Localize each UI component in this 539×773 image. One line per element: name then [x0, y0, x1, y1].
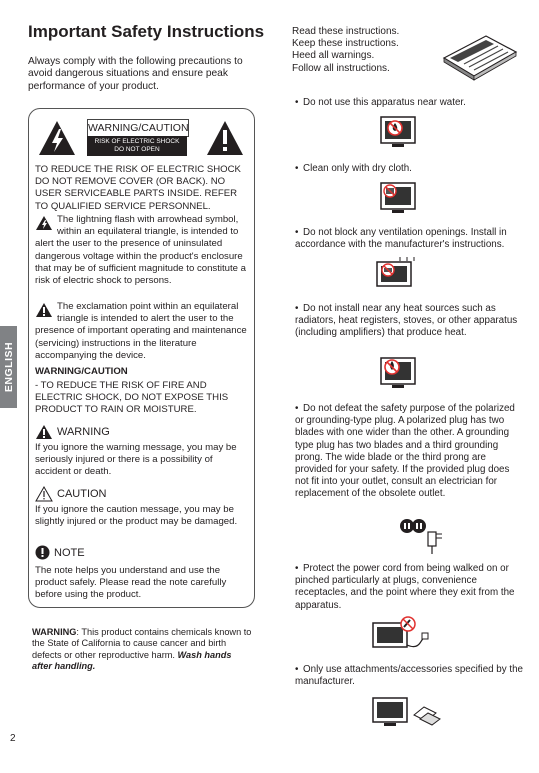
warning-text: If you ignore the warning message, you may be seriously injured or there is a possibility of accident or death.: [35, 442, 237, 478]
california-lead: WARNING: [32, 627, 77, 637]
intro-text: Always comply with the following precautions to avoid dangerous situations and ensure peak performance of your product.: [28, 56, 243, 92]
polarized-plug-icon: [398, 514, 444, 554]
risk-line-2: DO NOT OPEN: [114, 146, 160, 153]
language-tab-label: ENGLISH: [2, 341, 15, 393]
caution-heading-label: CAUTION: [57, 488, 107, 500]
bullet-plug: • Do not defeat the safety purpose of the polarized or grounding-type plug. A polarized plug has two blades with one wider than the other. A grounding type plug has two blades and a third grounding prong. The wide blade or the third prong are provided for your safety. If the provided plug does not fit into your outlet, consult an electrician for replacement of the obsolete outlet.: [295, 403, 515, 500]
bullet-text: Do not defeat the safety purpose of the polarized or grounding-type plug. A polarized plug has two blades with one wider than the other. A grounding type plug has two blades and a third grounding prong. The wide blade or the third prong are provided for your safety. If the provided plug does not fit into your outlet, consult an electrician for replacement of the obsolete outlet.: [295, 403, 515, 500]
warning-heading-label: WARNING: [57, 426, 110, 438]
caution-heading: [35, 486, 107, 502]
note-heading: [35, 545, 85, 560]
bullet-accessories: • Only use attachments/accessories specified by the manufacturer.: [295, 664, 523, 688]
note-icon: [35, 545, 50, 560]
warning-box: [28, 108, 255, 608]
read-list-item: Heed all warnings.: [292, 50, 375, 62]
bullet-text: Do not install near any heat sources such as radiators, heat registers, stoves, or other apparatus (including amplifiers) that produce heat.: [295, 303, 518, 339]
no-heat-icon: [378, 355, 418, 391]
read-instructions-list: [292, 26, 399, 75]
bullet-clean: • Clean only with dry cloth.: [295, 163, 412, 174]
warning-caution-heading: WARNING/CAUTION: [35, 366, 128, 377]
warning-heading: [35, 424, 110, 440]
read-list-item: Read these instructions.: [292, 26, 400, 37]
shock-text: TO REDUCE THE RISK OF ELECTRIC SHOCK DO NOT REMOVE COVER (OR BACK). NO USER SERVICEABLE PARTS INSIDE. REFER TO QUALIFIED SERVICE PERSONNEL.: [35, 164, 241, 212]
lightning-text: The lightning flash with arrowhead symbol, within an equilateral triangle, is intended to alert the user to the presence of uninsulated dangerous voltage within the product's enclosure that may be of sufficient magnitude to constitute a risk of electric shock to persons.: [35, 214, 247, 287]
exclamation-triangle-icon: [205, 119, 245, 157]
page-number: 2: [10, 733, 16, 744]
bullet-water: • Do not use this apparatus near water.: [295, 97, 466, 108]
warning-icon: [35, 424, 53, 440]
note-heading-label: NOTE: [54, 546, 85, 559]
read-list-item: Follow all instructions.: [292, 62, 390, 74]
bullet-text: Do not use this apparatus near water.: [303, 97, 466, 108]
dry-cloth-icon: [378, 180, 418, 216]
ventilation-icon: [374, 255, 422, 291]
no-water-icon: [378, 114, 418, 150]
bullet-text: Do not block any ventilation openings. Install in accordance with the manufacturer's instructions.: [295, 227, 507, 251]
california-body: : This product contains chemicals known to the State of California to cause cancer and birth defects or other reproductive harm.: [32, 627, 252, 660]
page-title: Important Safety Instructions: [28, 22, 265, 41]
lightning-small-icon: [35, 215, 53, 231]
fire-text: - TO REDUCE THE RISK OF FIRE AND ELECTRIC SHOCK, DO NOT EXPOSE THIS PRODUCT TO RAIN OR MOISTURE.: [35, 380, 229, 416]
bullet-text: Clean only with dry cloth.: [303, 163, 412, 174]
manual-booklet-icon: [436, 30, 522, 82]
read-list-item: Keep these instructions.: [292, 38, 399, 50]
caution-text: If you ignore the caution message, you may be slightly injured or the product may be damaged.: [35, 504, 238, 528]
bullet-cord: • Protect the power cord from being walked on or pinched particularly at plugs, convenience receptacles, and the point where they exit from the apparatus.: [295, 563, 515, 611]
exclamation-text: The exclamation point within an equilateral triangle is intended to alert the user to the presence of important operating and maintenance (servicing) instructions in the literature accompanying the device.: [35, 301, 247, 361]
bullet-text: Protect the power cord from being walked on or pinched particularly at plugs, convenience receptacles, and the point where they exit from the apparatus.: [295, 563, 515, 611]
bullet-ventilation: • Do not block any ventilation openings. Install in accordance with the manufacturer's instructions.: [295, 227, 507, 251]
note-text: The note helps you understand and use the product safely. Please read the note carefully before using the product.: [35, 565, 227, 601]
exclamation-paragraph: [35, 301, 249, 362]
risk-label: [87, 136, 187, 156]
power-cord-icon: [370, 615, 434, 655]
risk-line-1: RISK OF ELECTRIC SHOCK: [94, 138, 180, 145]
exclamation-small-icon: [35, 302, 53, 318]
lightning-paragraph: [35, 214, 249, 287]
california-emphasis: Wash hands after handling.: [32, 649, 232, 672]
warning-caution-label: WARNING/CAUTION: [87, 119, 189, 137]
bullet-heat: • Do not install near any heat sources such as radiators, heat registers, stoves, or other apparatus (including amplifiers) that produce heat.: [295, 303, 518, 339]
language-tab: [0, 326, 17, 408]
bullet-text: Only use attachments/accessories specified by the manufacturer.: [295, 664, 523, 688]
california-warning: [32, 627, 252, 673]
lightning-triangle-icon: [37, 119, 77, 157]
caution-icon: [35, 486, 53, 502]
accessories-icon: [370, 695, 446, 729]
